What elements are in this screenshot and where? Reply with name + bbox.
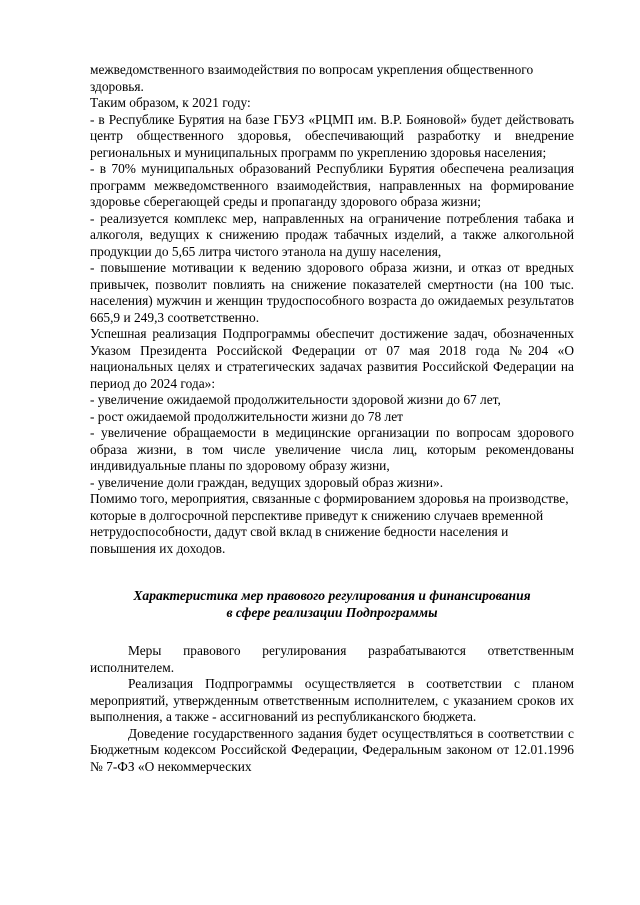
paragraph-workplace-health: Помимо того, мероприятия, связанные с формированием здоровья на производстве, которые в долгосрочной перспективе приведут к снижению случаев временной нетрудоспособности, дадут свой вклад в снижение бедности населения и повышения их доходов. bbox=[90, 491, 569, 556]
section-heading-line-2: в сфере реализации Подпрограммы bbox=[226, 605, 438, 620]
section-heading bbox=[90, 587, 574, 621]
paragraph-legal-measures: Меры правового регулирования разрабатываются ответственным исполнителем. bbox=[90, 643, 574, 675]
paragraph-decree-goals: Успешная реализация Подпрограммы обеспечит достижение задач, обозначенных Указом Президента Российской Федерации от 07 мая 2018 года №204 «О национальных целях и стратегических задачах развития Российской Федерации на период до 2024 года»: bbox=[90, 326, 574, 391]
list-item-healthy-citizens-share: - увеличение доли граждан, ведущих здоровый образ жизни». bbox=[90, 474, 444, 490]
paragraph-intro-continuation: межведомственного взаимодействия по вопросам укрепления общественного здоровья. bbox=[90, 62, 534, 94]
list-item-healthy-life-expectancy: - увеличение ожидаемой продолжительности здоровой жизни до 67 лет, bbox=[90, 392, 501, 407]
list-item-municipal-programs: - в 70% муниципальных образований Республики Бурятия обеспечена реализация программ межведомственного взаимодействия, направленных на формирование здоровье сберегающей среды и пропаганду здорового образа жизни; bbox=[90, 161, 574, 209]
list-item-life-expectancy: - рост ожидаемой продолжительности жизни до 78 лет bbox=[90, 408, 403, 424]
list-item-medical-visits: - увеличение обращаемости в медицинские организации по вопросам здорового образа жизни, в том числе увеличение числа лиц, которым рекомендованы индивидуальные планы по здоровому образу жизни, bbox=[90, 425, 574, 473]
list-item-motivation-mortality: - повышение мотивации к ведению здорового образа жизни, и отказ от вредных привычек, позволит повлиять на снижение показателей смертности (на 100 тыс. населения) мужчин и женщин трудоспособного возраста до ожидаемых результатов 665,9 и 249,3 соответственно. bbox=[90, 260, 574, 325]
list-item-tobacco-alcohol: - реализуется комплекс мер, направленных на ограничение потребления табака и алкоголя, ведущих к снижению продаж табачных изделий, а также алкогольной продукции до 5,65 литра чистого этанола на душу населения, bbox=[90, 210, 574, 259]
paragraph-implementation: Реализация Подпрограммы осуществляется в соответствии с планом мероприятий, утвержденным ответственным исполнителем, с указанием сроков их выполнения, а также - ассигнований из республиканского бюджета. bbox=[90, 676, 574, 724]
list-item-public-health-center: - в Республике Бурятия на базе ГБУЗ «РЦМП им. В.Р. Бояновой» будет действовать центр общественного здоровья, обеспечивающий разработку и внедрение региональных и муниципальных программ по укреплению здоровья населения; bbox=[90, 111, 574, 160]
section-heading-line-1: Характеристика мер правового регулирования и финансирования bbox=[133, 588, 531, 603]
paragraph-state-assignment: Доведение государственного задания будет осуществляться в соответствии с Бюджетным кодексом Российской Федерации, Федеральным законом от 12.01.1996 № 7-ФЗ «О некоммерческих bbox=[90, 725, 574, 774]
document-page bbox=[90, 62, 574, 775]
paragraph-summary-lead: Таким образом, к 2021 году: bbox=[90, 95, 251, 110]
